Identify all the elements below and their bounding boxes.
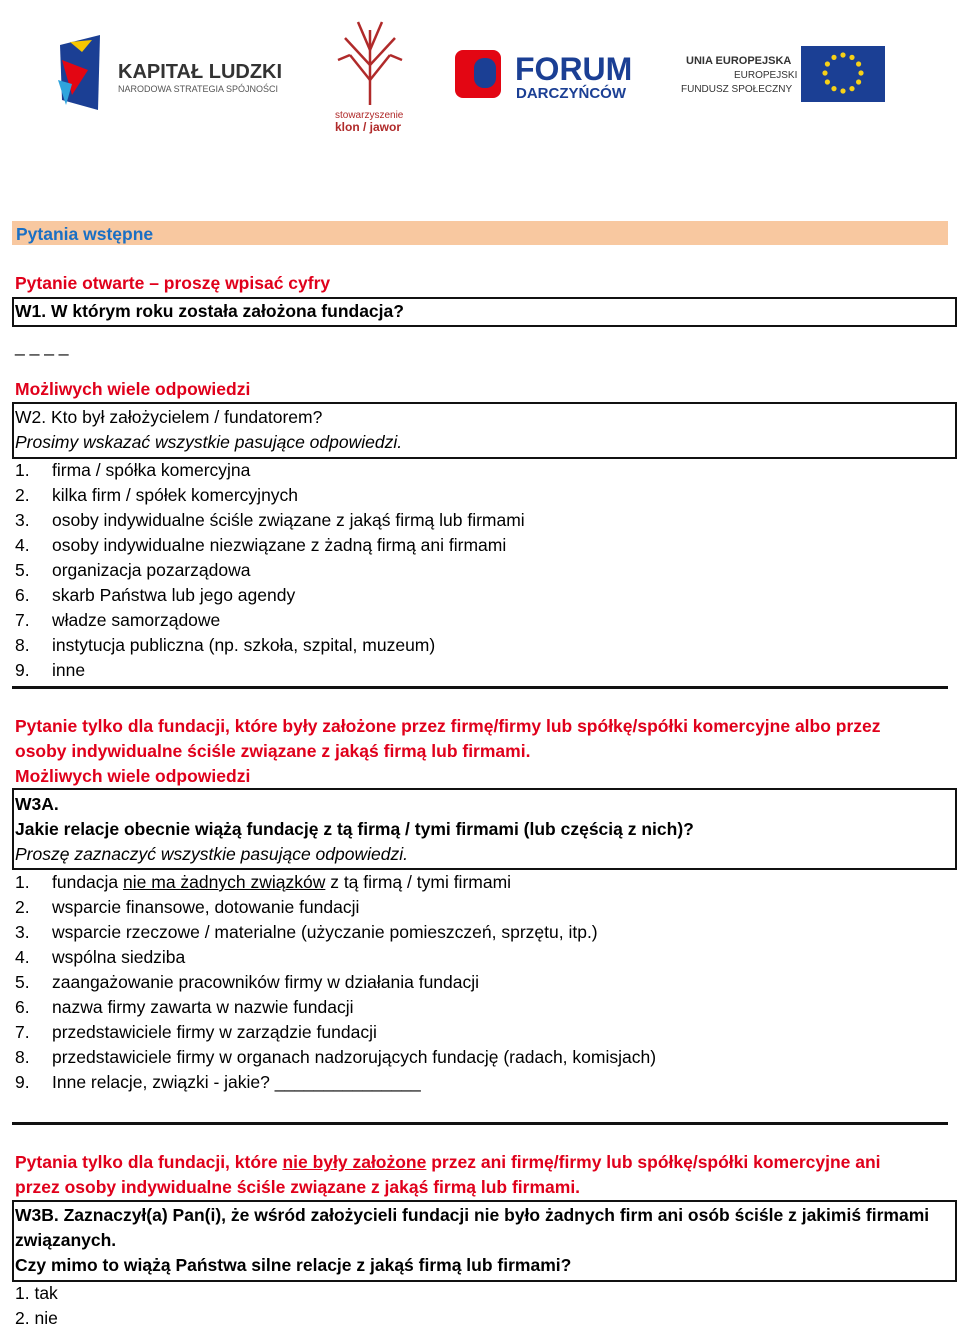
w3b-option[interactable]: 1. tak	[15, 1283, 58, 1303]
option-number: 2.	[15, 897, 30, 917]
option-label: instytucja publiczna (np. szkoła, szpital, muzeum)	[52, 635, 436, 655]
w1-instruction: Pytanie otwarte – proszę wpisać cyfry	[15, 273, 331, 293]
w3b-option[interactable]: 2. nie	[15, 1308, 58, 1328]
w2-note: Prosimy wskazać wszystkie pasujące odpowiedzi.	[15, 432, 403, 452]
kapital-ludzki-logo	[58, 35, 282, 110]
option-number: 8.	[15, 635, 30, 655]
w2-option[interactable]	[15, 558, 525, 583]
option-label: przedstawiciele firmy w organach nadzorujących fundację (radach, komisjach)	[52, 1047, 657, 1067]
w3a-option[interactable]	[15, 945, 656, 970]
w2-option[interactable]	[15, 583, 525, 608]
w3a-opt1-pre: fundacja	[52, 872, 124, 892]
klon-jawor-logo	[335, 22, 404, 134]
ue-line3: FUNDUSZ SPOŁECZNY	[681, 84, 793, 95]
option-label: inne	[52, 660, 86, 680]
option-label: wspólna siedziba	[52, 947, 186, 967]
w3a-instruction-1: Pytanie tylko dla fundacji, które były założone przez firmę/firmy lub spółkę/spółki komercyjne albo przez	[15, 716, 881, 736]
w2-option[interactable]	[15, 458, 525, 483]
forum-line2: DARCZYŃCÓW	[516, 85, 626, 102]
w3a-option[interactable]	[15, 970, 656, 995]
option-number: 6.	[15, 585, 30, 605]
w3a-option[interactable]	[15, 995, 656, 1020]
divider	[12, 1122, 948, 1125]
w2-question: W2. Kto był założycielem / fundatorem?	[15, 407, 323, 427]
option-label: organizacja pozarządowa	[52, 560, 251, 580]
forum-line1: FORUM	[515, 51, 633, 87]
klon-line1: stowarzyszenie	[335, 110, 404, 121]
option-label: nazwa firmy zawarta w nazwie fundacji	[52, 997, 354, 1017]
option-label: osoby indywidualne niezwiązane z żadną firmą ani firmami	[52, 535, 507, 555]
option-number: 8.	[15, 1047, 30, 1067]
w3a-options	[15, 895, 656, 1095]
option-label: Inne relacje, związki - jakie? _______________	[52, 1072, 421, 1092]
section-title: Pytania wstępne	[16, 224, 154, 244]
w2-option[interactable]	[15, 608, 525, 633]
kl-sub: NARODOWA STRATEGIA SPÓJNOŚCI	[118, 84, 279, 94]
w3a-question: Jakie relacje obecnie wiążą fundację z tą firmą / tymi firmami (lub częścią z nich)?	[15, 819, 694, 839]
w3b-question-2: związanych.	[15, 1230, 117, 1250]
w3a-option[interactable]: 1. fundacja nie ma żadnych związków z tą firmą / tymi firmami	[15, 872, 512, 892]
option-number: 4.	[15, 947, 30, 967]
w3a-opt1-underlined: nie ma żadnych związków	[123, 872, 326, 892]
w3a-opt1-post: z tą firmą / tymi firmami	[325, 872, 512, 892]
option-label: zaangażowanie pracowników firmy w działania fundacji	[52, 972, 480, 992]
w3a-code: W3A.	[15, 794, 59, 814]
w3a-option[interactable]	[15, 1070, 656, 1095]
kl-name: KAPITAŁ LUDZKI	[118, 61, 283, 83]
option-number: 9.	[15, 1072, 30, 1092]
w3b-question-1: W3B. Zaznaczył(a) Pan(i), że wśród założycieli fundacji nie było żadnych firm ani osób ściśle z jakimiś firmami	[15, 1205, 930, 1225]
w2-option[interactable]	[15, 483, 525, 508]
eu-logo	[681, 46, 885, 102]
section-header	[12, 221, 948, 245]
option-label: skarb Państwa lub jego agendy	[52, 585, 296, 605]
option-number: 1.	[15, 460, 30, 480]
option-number: 2.	[15, 485, 30, 505]
option-number: 6.	[15, 997, 30, 1017]
w2-options	[15, 458, 525, 683]
ue-line1: UNIA EUROPEJSKA	[686, 55, 792, 67]
option-number: 4.	[15, 535, 30, 555]
option-number: 7.	[15, 610, 30, 630]
forum-darczyncow-logo	[455, 50, 632, 102]
w3a-option[interactable]	[15, 1045, 656, 1070]
w3a-option[interactable]	[15, 1020, 656, 1045]
ue-line2: EUROPEJSKI	[734, 70, 798, 81]
w2-option[interactable]	[15, 533, 525, 558]
option-number: 3.	[15, 510, 30, 530]
option-label: przedstawiciele firmy w zarządzie fundacji	[52, 1022, 377, 1042]
w3a-option[interactable]	[15, 920, 656, 945]
option-label: firma / spółka komercyjna	[52, 460, 251, 480]
w3a-note: Proszę zaznaczyć wszystkie pasujące odpowiedzi.	[15, 844, 408, 864]
option-number: 7.	[15, 1022, 30, 1042]
w1-question: W1. W którym roku została założona fundacja?	[15, 301, 404, 321]
w3a-instruction-3: Możliwych wiele odpowiedzi	[15, 766, 251, 786]
w2-option[interactable]	[15, 508, 525, 533]
option-label: osoby indywidualne ściśle związane z jakąś firmą lub firmami	[52, 510, 525, 530]
option-label: kilka firm / spółek komercyjnych	[52, 485, 299, 505]
option-number: 9.	[15, 660, 30, 680]
option-number: 3.	[15, 922, 30, 942]
divider	[12, 686, 948, 689]
logo-strip	[0, 0, 960, 150]
w2-option[interactable]	[15, 633, 525, 658]
w1-answer-blank[interactable]: _ _ _ _	[15, 336, 69, 356]
option-number: 5.	[15, 972, 30, 992]
w3b-question-3: Czy mimo to wiążą Państwa silne relacje z jakąś firmą lub firmami?	[15, 1255, 572, 1275]
w3a-option[interactable]	[15, 895, 656, 920]
option-label: władze samorządowe	[52, 610, 221, 630]
w3b-instruction-1: Pytania tylko dla fundacji, które nie były założone przez ani firmę/firmy lub spółkę/spółki komercyjne ani	[15, 1152, 881, 1172]
w2-option[interactable]	[15, 658, 525, 683]
option-label: wsparcie rzeczowe / materialne (użyczanie pomieszczeń, sprzętu, itp.)	[52, 922, 598, 942]
option-label: wsparcie finansowe, dotowanie fundacji	[52, 897, 360, 917]
klon-line2: klon / jawor	[335, 120, 402, 134]
logos-svg	[0, 0, 960, 150]
option-number: 5.	[15, 560, 30, 580]
w2-instruction: Możliwych wiele odpowiedzi	[15, 379, 251, 399]
w3a-instruction-2: osoby indywidualne ściśle związane z jakąś firmą lub firmami.	[15, 741, 531, 761]
w3b-instruction-2: przez osoby indywidualne ściśle związane z jakąś firmą lub firmami.	[15, 1177, 581, 1197]
